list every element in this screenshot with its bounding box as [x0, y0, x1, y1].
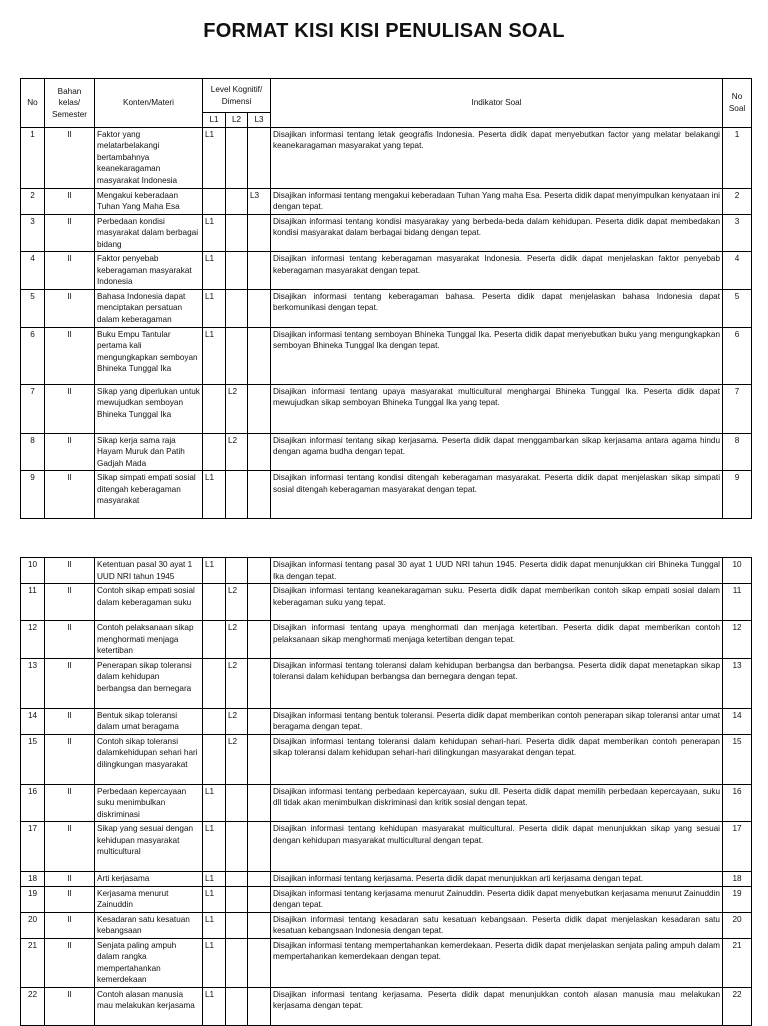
cell-no-soal: 15	[723, 734, 752, 784]
cell-no-soal: 11	[723, 584, 752, 621]
cell-l3: L3	[248, 188, 271, 214]
cell-materi: Kesadaran satu kesatuan kebangsaan	[95, 912, 203, 938]
table-row	[21, 188, 752, 214]
cell-indikator: Disajikan informasi tentang kerjasama menurut Zainuddin. Peserta didik dapat menyebutkan kerjasama menurut Zainuddin dengan tepat.	[271, 886, 723, 912]
table-row	[21, 433, 752, 471]
cell-l1: L1	[203, 214, 226, 252]
table-row	[21, 289, 752, 327]
cell-kelas: II	[45, 987, 95, 1025]
cell-materi: Bentuk sikap toleransi dalam umat beragama	[95, 708, 203, 734]
cell-kelas: II	[45, 433, 95, 471]
table-row	[21, 708, 752, 734]
cell-l1	[203, 433, 226, 471]
table-row	[21, 327, 752, 384]
kisi-table-page-1	[20, 78, 752, 519]
cell-no: 12	[21, 621, 45, 659]
header-no-soal: No Soal	[723, 79, 752, 128]
cell-l3	[248, 938, 271, 987]
cell-l3	[248, 471, 271, 519]
cell-no: 14	[21, 708, 45, 734]
cell-l3	[248, 912, 271, 938]
cell-indikator: Disajikan informasi tentang kondisi ditengah keberagaman masyarakat. Peserta didik dapat menjelaskan sikap simpati sosial ditengah keberagaman masyarakat dengan tepat.	[271, 471, 723, 519]
cell-indikator: Disajikan informasi tentang mengakui keberadaan Tuhan Yang maha Esa. Peserta didik dapat menyimpulkan kenyataan ini dengan tepat.	[271, 188, 723, 214]
cell-l3	[248, 872, 271, 887]
cell-l2: L2	[226, 384, 248, 433]
cell-l2	[226, 938, 248, 987]
cell-no: 8	[21, 433, 45, 471]
cell-l1: L1	[203, 987, 226, 1025]
cell-materi: Penerapan sikap toleransi dalam kehidupan berbangsa dan bernegara	[95, 658, 203, 708]
page-title: FORMAT KISI KISI PENULISAN SOAL	[203, 20, 565, 42]
table-row	[21, 584, 752, 621]
cell-l2	[226, 214, 248, 252]
cell-no: 10	[21, 558, 45, 584]
cell-kelas: II	[45, 708, 95, 734]
cell-no: 13	[21, 658, 45, 708]
cell-indikator: Disajikan informasi tentang semboyan Bhineka Tunggal Ika. Peserta didik dapat menyebutkan buku yang mengungkapkan semboyan Bhineka Tunggal Ika dengan tepat.	[271, 327, 723, 384]
table-row	[21, 558, 752, 584]
header-konten: Konten/Materi	[95, 79, 203, 128]
cell-kelas: II	[45, 214, 95, 252]
cell-indikator: Disajikan informasi tentang kehidupan masyarakat multicultural. Peserta didik dapat menunjukkan sikap yang sesuai dengan kehidupan masyarakat multicultural dengan tepat.	[271, 822, 723, 872]
cell-no-soal: 19	[723, 886, 752, 912]
cell-indikator: Disajikan informasi tentang keberagaman bahasa. Peserta didik dapat menjelaskan bahasa Indonesia dapat berkomunikasi dengan tepat.	[271, 289, 723, 327]
cell-indikator: Disajikan informasi tentang mempertahankan kemerdekaan. Peserta didik dapat menjelaskan senjata paling ampuh dalam mempertahankan kemerdekaan dengan tepat.	[271, 938, 723, 987]
cell-indikator: Disajikan informasi tentang perbedaan kepercayaan, suku dll. Peserta didik dapat memilih perbedaan kepercayaan, suku dll tidak akan menimbulkan diskriminasi dan kritik sosial dengan tepat.	[271, 784, 723, 822]
cell-l1: L1	[203, 886, 226, 912]
table-row	[21, 886, 752, 912]
cell-materi: Contoh sikap toleransi dalamkehidupan sehari hari dilingkungan masyarakat	[95, 734, 203, 784]
cell-l2	[226, 188, 248, 214]
table-row	[21, 214, 752, 252]
table-row	[21, 471, 752, 519]
cell-l2	[226, 872, 248, 887]
cell-indikator: Disajikan informasi tentang keberagaman masyarakat Indonesia. Peserta didik dapat menjelaskan faktor penyebab keberagaman masyarakat dengan tepat.	[271, 252, 723, 290]
cell-l3	[248, 658, 271, 708]
cell-kelas: II	[45, 734, 95, 784]
cell-l2	[226, 912, 248, 938]
cell-l1	[203, 621, 226, 659]
cell-kelas: II	[45, 252, 95, 290]
cell-materi: Ketentuan pasal 30 ayat 1 UUD NRI tahun 1945	[95, 558, 203, 584]
cell-kelas: II	[45, 938, 95, 987]
cell-indikator: Disajikan informasi tentang upaya masyarakat multicultural menghargai Bhineka Tunggal Ika. Peserta didik dapat mewujudkan sikap semboyan Bhineka Tunggal Ika yang tepat.	[271, 384, 723, 433]
cell-kelas: II	[45, 822, 95, 872]
cell-no-soal: 17	[723, 822, 752, 872]
cell-l3	[248, 708, 271, 734]
cell-kelas: II	[45, 289, 95, 327]
cell-kelas: II	[45, 584, 95, 621]
cell-l1: L1	[203, 471, 226, 519]
table-row	[21, 822, 752, 872]
cell-l1: L1	[203, 289, 226, 327]
cell-indikator: Disajikan informasi tentang kesadaran satu kesatuan kebangsaan. Peserta didik dapat menjelaskan kesadaran satu kesatuan kebangsaan Indonesia dengan tepat.	[271, 912, 723, 938]
table-row	[21, 912, 752, 938]
cell-indikator: Disajikan informasi tentang letak geografis Indonesia. Peserta didik dapat menyebutkan factor yang melatar belakangi keanekaragaman masyarakat yang tepat.	[271, 127, 723, 188]
cell-no: 5	[21, 289, 45, 327]
cell-l3	[248, 214, 271, 252]
header-no: No	[21, 79, 45, 128]
cell-l2	[226, 252, 248, 290]
cell-no-soal: 3	[723, 214, 752, 252]
cell-l1: L1	[203, 938, 226, 987]
cell-indikator: Disajikan informasi tentang sikap kerjasama. Peserta didik dapat menggambarkan sikap kerjasama antara agama hindu dengan agama budha dengan tepat.	[271, 433, 723, 471]
cell-no-soal: 21	[723, 938, 752, 987]
cell-no: 18	[21, 872, 45, 887]
cell-l1: L1	[203, 872, 226, 887]
cell-no-soal: 8	[723, 433, 752, 471]
header-l2: L2	[226, 113, 248, 128]
cell-materi: Senjata paling ampuh dalam rangka mempertahankan kemerdekaan	[95, 938, 203, 987]
cell-kelas: II	[45, 558, 95, 584]
cell-no: 9	[21, 471, 45, 519]
cell-no: 4	[21, 252, 45, 290]
cell-l1	[203, 584, 226, 621]
cell-l1: L1	[203, 784, 226, 822]
cell-l1: L1	[203, 822, 226, 872]
cell-l3	[248, 289, 271, 327]
cell-l2	[226, 127, 248, 188]
cell-indikator: Disajikan informasi tentang bentuk toleransi. Peserta didik dapat memberikan contoh penerapan sikap toleransi antar umat beragama dengan tepat.	[271, 708, 723, 734]
table-row	[21, 784, 752, 822]
cell-l2	[226, 886, 248, 912]
cell-no-soal: 9	[723, 471, 752, 519]
cell-no-soal: 12	[723, 621, 752, 659]
cell-indikator: Disajikan informasi tentang toleransi dalam kehidupan berbangsa dan berbangsa. Peserta didik dapat menetapkan sikap toleransi dalam kehidupan berbangsa dan bernegara dengan tepat.	[271, 658, 723, 708]
cell-l1: L1	[203, 252, 226, 290]
cell-no: 16	[21, 784, 45, 822]
cell-l2: L2	[226, 584, 248, 621]
cell-l2	[226, 822, 248, 872]
cell-l2: L2	[226, 433, 248, 471]
cell-no: 1	[21, 127, 45, 188]
cell-l2	[226, 558, 248, 584]
cell-kelas: II	[45, 384, 95, 433]
cell-indikator: Disajikan informasi tentang toleransi dalam kehidupan sehari-hari. Peserta didik dapat memberikan contoh penerapan sikap toleransi dalam kehidupan sehari-hari dilingkungan masyarakat dengan tepat.	[271, 734, 723, 784]
cell-no-soal: 6	[723, 327, 752, 384]
header-l3: L3	[248, 113, 271, 128]
cell-no-soal: 2	[723, 188, 752, 214]
cell-materi: Contoh alasan manusia mau melakukan kerjasama	[95, 987, 203, 1025]
cell-l2: L2	[226, 658, 248, 708]
cell-l3	[248, 252, 271, 290]
cell-kelas: II	[45, 658, 95, 708]
cell-materi: Faktor yang melatarbelakangi bertambahnya keanekaragaman masyarakat Indonesia	[95, 127, 203, 188]
table-row	[21, 658, 752, 708]
cell-materi: Perbedaan kepercayaan suku menimbulkan diskriminasi	[95, 784, 203, 822]
cell-l1: L1	[203, 127, 226, 188]
cell-materi: Contoh pelaksanaan sikap menghormati menjaga ketertiban	[95, 621, 203, 659]
cell-l3	[248, 987, 271, 1025]
cell-no-soal: 22	[723, 987, 752, 1025]
cell-no: 7	[21, 384, 45, 433]
header-l1: L1	[203, 113, 226, 128]
cell-indikator: Disajikan informasi tentang kerjasama. Peserta didik dapat menunjukkan arti kerjasama dengan tepat.	[271, 872, 723, 887]
cell-materi: Sikap yang sesuai dengan kehidupan masyarakat multicultural	[95, 822, 203, 872]
cell-no-soal: 5	[723, 289, 752, 327]
cell-no-soal: 13	[723, 658, 752, 708]
table-row	[21, 734, 752, 784]
cell-materi: Faktor penyebab keberagaman masyarakat Indonesia	[95, 252, 203, 290]
cell-no-soal: 18	[723, 872, 752, 887]
cell-materi: Sikap yang diperlukan untuk mewujudkan semboyan Bhineka Tunggal Ika	[95, 384, 203, 433]
cell-no-soal: 4	[723, 252, 752, 290]
cell-l1: L1	[203, 558, 226, 584]
cell-l3	[248, 784, 271, 822]
header-bahan-kelas: Bahan kelas/ Semester	[45, 79, 95, 128]
cell-no-soal: 14	[723, 708, 752, 734]
cell-l2: L2	[226, 708, 248, 734]
cell-materi: Contoh sikap empati sosial dalam keberagaman suku	[95, 584, 203, 621]
cell-no-soal: 16	[723, 784, 752, 822]
cell-l3	[248, 621, 271, 659]
cell-no: 19	[21, 886, 45, 912]
cell-materi: Sikap simpati empati sosial ditengah keberagaman masyarakat	[95, 471, 203, 519]
cell-kelas: II	[45, 621, 95, 659]
table-row	[21, 384, 752, 433]
cell-l3	[248, 327, 271, 384]
cell-l1: L1	[203, 327, 226, 384]
cell-materi: Bahasa Indonesia dapat menciptakan persatuan dalam keberagaman	[95, 289, 203, 327]
header-indikator: Indikator Soal	[271, 79, 723, 128]
cell-kelas: II	[45, 784, 95, 822]
cell-kelas: II	[45, 188, 95, 214]
cell-no: 2	[21, 188, 45, 214]
table-row	[21, 252, 752, 290]
cell-no: 6	[21, 327, 45, 384]
cell-no: 21	[21, 938, 45, 987]
cell-kelas: II	[45, 912, 95, 938]
cell-l2: L2	[226, 734, 248, 784]
cell-materi: Sikap kerja sama raja Hayam Muruk dan Patih Gadjah Mada	[95, 433, 203, 471]
cell-kelas: II	[45, 327, 95, 384]
cell-kelas: II	[45, 886, 95, 912]
cell-l3	[248, 822, 271, 872]
cell-l3	[248, 558, 271, 584]
cell-no: 17	[21, 822, 45, 872]
cell-l2	[226, 987, 248, 1025]
cell-kelas: II	[45, 127, 95, 188]
cell-l2	[226, 471, 248, 519]
cell-no-soal: 10	[723, 558, 752, 584]
cell-l2	[226, 289, 248, 327]
kisi-table-page-2	[20, 557, 752, 1026]
cell-indikator: Disajikan informasi tentang kerjasama. Peserta didik dapat menunjukkan contoh alasan manusia mau melakukan kerjasama dengan tepat.	[271, 987, 723, 1025]
cell-l1	[203, 384, 226, 433]
cell-l2: L2	[226, 621, 248, 659]
cell-indikator: Disajikan informasi tentang upaya menghormati dan menjaga ketertiban. Peserta didik dapat memberikan contoh pelaksanaan sikap menghormati menjaga ketertiban dengan tepat.	[271, 621, 723, 659]
cell-l3	[248, 584, 271, 621]
cell-l1	[203, 188, 226, 214]
table-row	[21, 938, 752, 987]
cell-no: 22	[21, 987, 45, 1025]
cell-l3	[248, 433, 271, 471]
cell-l1: L1	[203, 912, 226, 938]
cell-kelas: II	[45, 872, 95, 887]
cell-no-soal: 20	[723, 912, 752, 938]
table-row	[21, 127, 752, 188]
cell-no: 15	[21, 734, 45, 784]
cell-materi: Kerjasama menurut Zainuddin	[95, 886, 203, 912]
cell-materi: Buku Empu Tantular pertama kali mengungkapkan semboyan Bhineka Tunggal Ika	[95, 327, 203, 384]
cell-no: 11	[21, 584, 45, 621]
cell-indikator: Disajikan informasi tentang kondisi masyarakay yang berbeda-beda dalam kehidupan. Peserta didik dapat membedakan kondisi masyarakat dalam berbagai bidang dengan tepat.	[271, 214, 723, 252]
cell-materi: Arti kerjasama	[95, 872, 203, 887]
cell-no-soal: 7	[723, 384, 752, 433]
cell-l3	[248, 384, 271, 433]
cell-no: 3	[21, 214, 45, 252]
cell-l3	[248, 127, 271, 188]
cell-l2	[226, 327, 248, 384]
table-row	[21, 987, 752, 1025]
cell-indikator: Disajikan informasi tentang pasal 30 ayat 1 UUD NRI tahun 1945. Peserta didik dapat menunjukkan ciri Bhineka Tunggal Ika dengan tepat.	[271, 558, 723, 584]
cell-l3	[248, 734, 271, 784]
cell-l1	[203, 734, 226, 784]
cell-l1	[203, 708, 226, 734]
cell-indikator: Disajikan informasi tentang keanekaragaman suku. Peserta didik dapat memberikan contoh sikap empati sosial dalam keberagaman suku yang tepat.	[271, 584, 723, 621]
cell-no-soal: 1	[723, 127, 752, 188]
cell-kelas: II	[45, 471, 95, 519]
cell-materi: Perbedaan kondisi masyarakat dalam berbagai bidang	[95, 214, 203, 252]
cell-l2	[226, 784, 248, 822]
table-row	[21, 872, 752, 887]
cell-no: 20	[21, 912, 45, 938]
table-row	[21, 621, 752, 659]
cell-materi: Mengakui keberadaan Tuhan Yang Maha Esa	[95, 188, 203, 214]
header-level: Level Kognitif/ Dimensi	[203, 79, 271, 113]
cell-l3	[248, 886, 271, 912]
cell-l1	[203, 658, 226, 708]
